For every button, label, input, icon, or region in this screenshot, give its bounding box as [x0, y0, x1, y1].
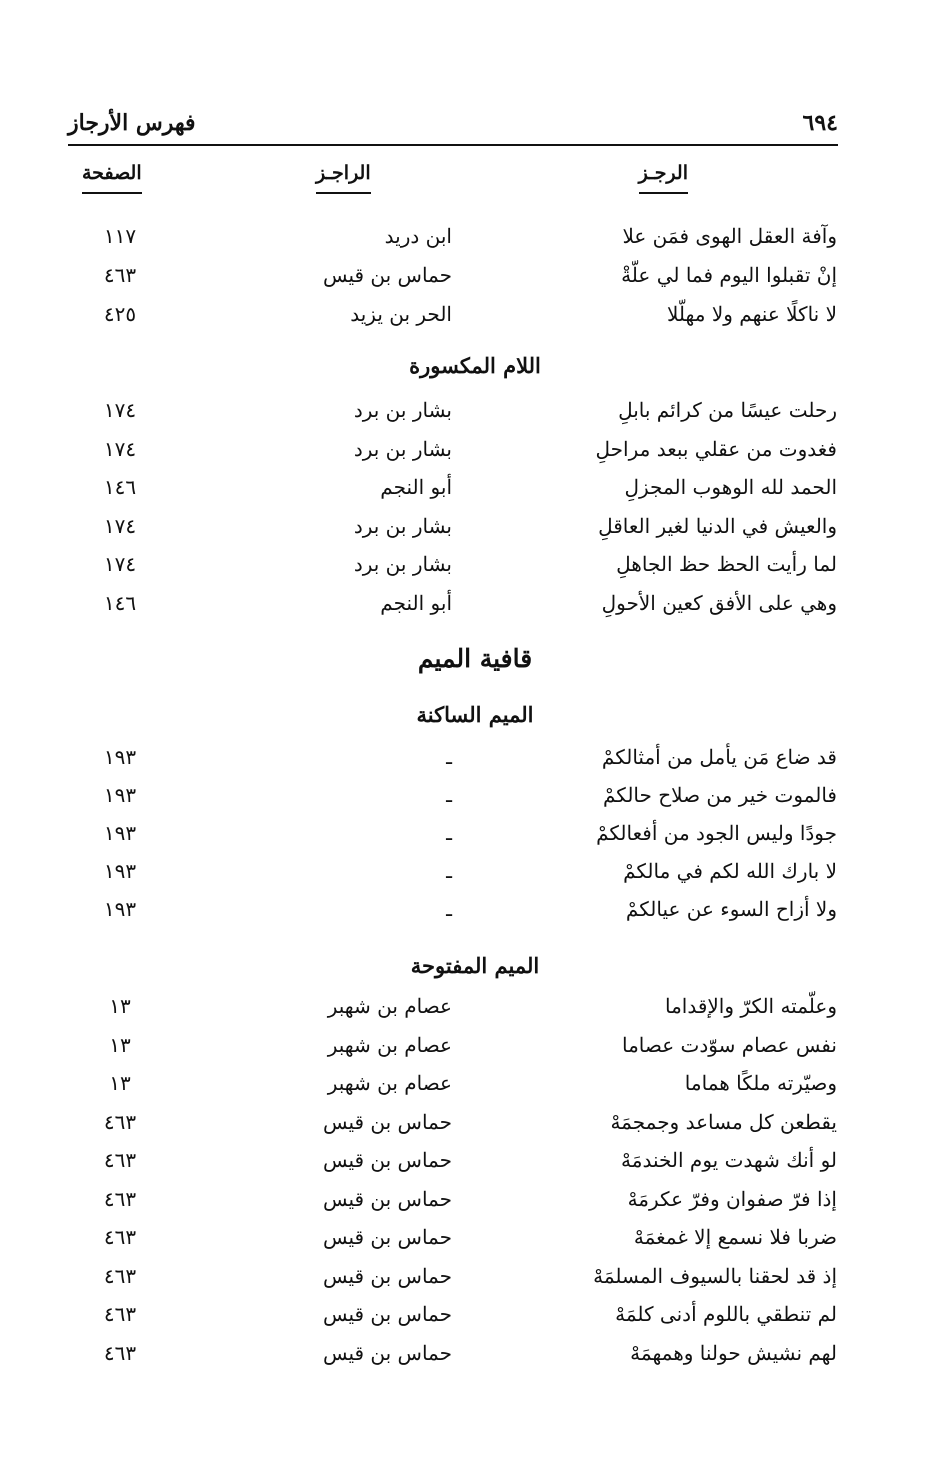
- table-row: [0, 897, 950, 931]
- page-cell: ١٧٤: [103, 513, 137, 538]
- page-cell: ٤٦٣: [103, 1340, 137, 1365]
- poet-cell: ابن دريد: [384, 224, 452, 248]
- poet-cell: ـ: [446, 859, 452, 883]
- poet-cell: حماس بن قيس: [322, 1148, 452, 1172]
- poet-cell: عصام بن شهبر: [327, 994, 452, 1018]
- page-cell: ٤٦٣: [103, 263, 137, 287]
- verse-cell: وآفة العقل الهوى فمَن علا: [622, 224, 837, 248]
- poet-cell: ـ: [446, 897, 452, 921]
- table-row: [0, 1187, 950, 1221]
- page-cell: ٤٦٣: [103, 1302, 137, 1326]
- poet-cell: الحر بن يزيد: [350, 302, 452, 326]
- table-row: [0, 1110, 950, 1144]
- verse-cell: والعيش في الدنيا لغير العاقلِ: [598, 513, 837, 538]
- verse-cell: قد ضاع مَن يأمل من أمثالكمْ: [601, 745, 837, 769]
- poet-cell: ـ: [446, 821, 452, 845]
- table-row: [0, 302, 950, 336]
- poet-cell: بشار بن برد: [353, 398, 452, 422]
- table-row: [0, 398, 950, 432]
- page-cell: ١٣: [109, 1071, 131, 1095]
- verse-cell: نفس عصام سوّدت عصاما: [621, 1032, 837, 1057]
- section-heading-mim-sakina: الميم الساكنة: [416, 702, 534, 727]
- verse-cell: ضربا فلا نسمع إلا غمغمَهْ: [633, 1225, 837, 1249]
- table-row: [0, 859, 950, 893]
- verse-cell: لهم نشيش حولنا وهمهمَهْ: [630, 1340, 837, 1365]
- page-cell: ٤٢٥: [103, 302, 137, 326]
- poet-cell: حماس بن قيس: [322, 1109, 452, 1134]
- poet-cell: ـ: [446, 745, 452, 769]
- page-cell: ٤٦٣: [103, 1109, 137, 1134]
- poet-cell: بشار بن برد: [353, 513, 452, 538]
- poet-cell: حماس بن قيس: [322, 1263, 452, 1288]
- table-row: [0, 514, 950, 548]
- table-row: [0, 1225, 950, 1259]
- verse-cell: رحلت عيسًا من كرائم بابلِ: [618, 398, 837, 422]
- page-cell: ١٩٣: [103, 745, 137, 769]
- page-cell: ١٣: [109, 994, 131, 1018]
- verse-cell: وعلّمته الكرّ والإقداما: [664, 994, 837, 1018]
- poet-cell: حماس بن قيس: [322, 263, 452, 287]
- page-cell: ١٩٣: [103, 859, 137, 883]
- table-row: [0, 1148, 950, 1182]
- column-heading-verse: الرجـز: [639, 162, 688, 188]
- poet-cell: بشار بن برد: [353, 552, 452, 576]
- verse-cell: إنْ تقبلوا اليوم فما لي علّةْ: [621, 263, 837, 287]
- poet-cell: عصام بن شهبر: [327, 1071, 452, 1095]
- verse-cell: الحمد لله الوهوب المجزلِ: [624, 475, 837, 499]
- page-cell: ١٩٣: [103, 783, 137, 807]
- verse-cell: يقطعن كل مساعد وجمجمَهْ: [610, 1109, 837, 1134]
- section-heading-lam-maksura: اللام المكسورة: [409, 353, 541, 378]
- column-heading-page: الصفحة: [82, 162, 142, 188]
- poet-cell: ـ: [446, 783, 452, 807]
- page-cell: ١٣: [109, 1032, 131, 1057]
- poet-cell: حماس بن قيس: [322, 1302, 452, 1326]
- verse-cell: إذا فرّ صفوان وفرّ عكرمَهْ: [627, 1186, 837, 1211]
- table-row: [0, 263, 950, 297]
- page-cell: ٤٦٣: [103, 1263, 137, 1288]
- page-cell: ١٧٤: [103, 398, 137, 422]
- table-row: [0, 994, 950, 1028]
- verse-cell: فغدوت من عقلي ببعد مراحلِ: [595, 436, 837, 461]
- section-heading-qafiyat-almim: قافية الميم: [417, 644, 533, 673]
- table-row: [0, 591, 950, 625]
- page-cell: ١٤٦: [103, 475, 137, 499]
- table-row: [0, 1264, 950, 1298]
- running-title: فهرس الأرجاز: [68, 110, 196, 136]
- page-cell: ١٩٣: [103, 897, 137, 921]
- poet-cell: بشار بن برد: [353, 436, 452, 461]
- page-cell: ١٧٤: [103, 436, 137, 461]
- poet-cell: أبو النجم: [380, 590, 452, 615]
- verse-cell: وصيّرته ملكًا هماما: [684, 1071, 837, 1095]
- table-row: [0, 552, 950, 586]
- verse-cell: جودًا وليس الجود من أفعالكمْ: [596, 821, 837, 845]
- page-cell: ١٧٤: [103, 552, 137, 576]
- table-row: [0, 437, 950, 471]
- verse-cell: فالموت خير من صلاح حالكمْ: [602, 783, 837, 807]
- verse-cell: لا بارك الله لكم في مالكمْ: [623, 859, 837, 883]
- verse-cell: وهي على الأفق كعين الأحولِ: [601, 590, 837, 615]
- table-row: [0, 224, 950, 258]
- verse-cell: ولا أزاح السوء عن عيالكمْ: [625, 897, 837, 921]
- page-header: [68, 108, 838, 146]
- page-cell: ٤٦٣: [103, 1186, 137, 1211]
- page-cell: ١١٧: [103, 224, 137, 248]
- page-cell: ١٩٣: [103, 821, 137, 845]
- page-cell: ٤٦٣: [103, 1148, 137, 1172]
- table-row: [0, 1341, 950, 1375]
- table-row: [0, 745, 950, 779]
- column-headings: [0, 162, 950, 202]
- verse-cell: لو أنك شهدت يوم الخندمَهْ: [621, 1148, 837, 1172]
- page-cell: ١٤٦: [103, 590, 137, 615]
- poet-cell: حماس بن قيس: [322, 1186, 452, 1211]
- column-heading-poet: الراجـز: [316, 162, 371, 188]
- verse-cell: لما رأيت الحظ حظ الجاهلِ: [616, 552, 837, 576]
- verse-cell: لا ناكلًا عنهم ولا مهلّلا: [667, 302, 837, 326]
- poet-cell: أبو النجم: [380, 475, 452, 499]
- verse-cell: لم تنطقي باللوم أدنى كلمَهْ: [615, 1302, 837, 1326]
- table-row: [0, 1033, 950, 1067]
- section-heading-mim-maftuha: الميم المفتوحة: [410, 953, 540, 978]
- table-row: [0, 821, 950, 855]
- poet-cell: حماس بن قيس: [322, 1225, 452, 1249]
- verse-cell: إذ قد لحقنا بالسيوف المسلمَهْ: [593, 1263, 837, 1288]
- table-row: [0, 783, 950, 817]
- page-number: ٦٩٤: [802, 110, 838, 136]
- table-row: [0, 1302, 950, 1336]
- poet-cell: حماس بن قيس: [322, 1340, 452, 1365]
- table-row: [0, 475, 950, 509]
- table-row: [0, 1071, 950, 1105]
- poet-cell: عصام بن شهبر: [327, 1032, 452, 1057]
- page-cell: ٤٦٣: [103, 1225, 137, 1249]
